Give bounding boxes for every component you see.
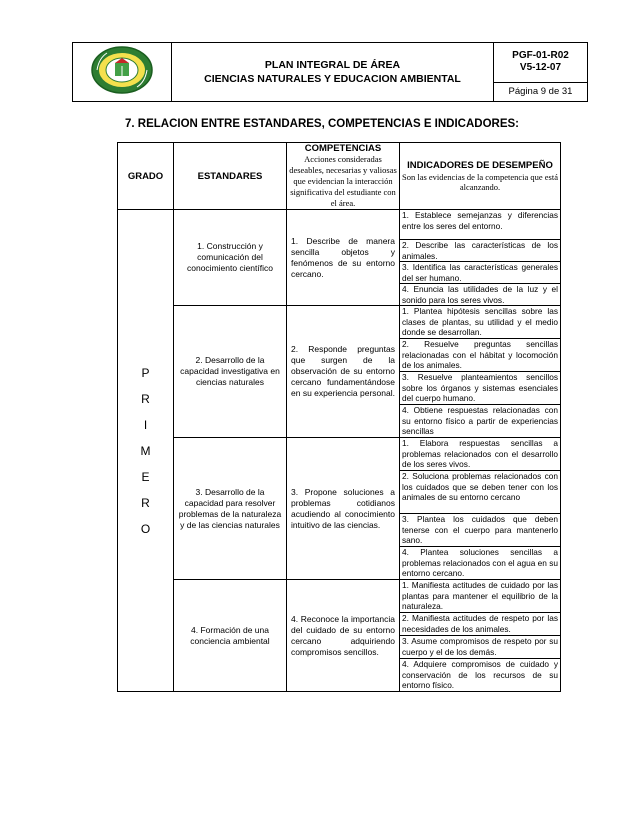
header-title-line2: CIENCIAS NATURALES Y EDUCACION AMBIENTAL	[204, 73, 461, 85]
school-logo-icon	[87, 44, 157, 96]
indicador-cell: 2. Manifiesta actitudes de respeto por las necesidades de los animales.	[400, 613, 561, 636]
indicador-cell: 3. Identifica las características generales del ser humano.	[400, 262, 561, 284]
document-code: PGF-01-R02	[512, 50, 569, 62]
header-competencias-subtitle: Acciones consideradas deseables, necesarias y valiosas que evidencian la interacción significativa del estudiante con el área.	[289, 154, 397, 208]
header-estandares: ESTANDARES	[174, 143, 287, 210]
grado-letter: M	[140, 443, 151, 458]
section-title: 7. RELACION ENTRE ESTANDARES, COMPETENCIAS E INDICADORES:	[125, 118, 520, 130]
grado-letter: I	[143, 417, 148, 432]
table-row	[118, 438, 561, 471]
header-competencias-title: COMPETENCIAS	[304, 143, 382, 154]
header-indicadores	[400, 143, 561, 210]
header-title-line1: PLAN INTEGRAL DE ÁREA	[264, 59, 401, 71]
grado-letter: O	[140, 521, 151, 536]
indicador-cell: 1. Elabora respuestas sencillas a problemas relacionados con el desarrollo de los seres vivos.	[400, 438, 561, 471]
competencia-cell: 3. Propone soluciones a problemas cotidianos acudiendo al conocimiento intuitivo de las ciencias.	[287, 438, 400, 580]
grado-letter: E	[141, 469, 150, 484]
indicador-cell: 2. Resuelve preguntas sencillas relacionadas con el hábitat y locomoción de los animales.	[400, 339, 561, 372]
estandar-cell: 4. Formación de una conciencia ambiental	[174, 580, 287, 692]
table-row	[118, 580, 561, 613]
document-version: V5-12-07	[519, 62, 562, 74]
estandar-cell: 2. Desarrollo de la capacidad investigativa en ciencias naturales	[174, 306, 287, 438]
competencia-cell: 2. Responde preguntas que surgen de la observación de su entorno cercano fundamentándose en su experiencia personal.	[287, 306, 400, 438]
indicador-cell: 3. Plantea los cuidados que deben tenerse con el cuerpo para mantenerlo sano.	[400, 514, 561, 547]
indicador-cell: 2. Describe las características de los animales.	[400, 240, 561, 262]
header-competencias	[287, 143, 400, 210]
competencia-cell: 1. Describe de manera sencilla objetos y fenómenos de su entorno cercano.	[287, 210, 400, 306]
competencia-cell: 4. Reconoce la importancia del cuidado de su entorno cercano adquiriendo compromisos sencillos.	[287, 580, 400, 692]
header-title	[172, 43, 494, 102]
indicador-cell: 1. Plantea hipótesis sencillas sobre las clases de plantas, su utilidad y el medio donde se desarrollan.	[400, 306, 561, 339]
logo-cell	[73, 43, 172, 102]
table-row	[118, 306, 561, 339]
table-header-row	[118, 143, 561, 210]
indicador-cell: 1. Establece semejanzas y diferencias entre los seres del entorno.	[400, 210, 561, 240]
table-row	[118, 210, 561, 240]
grado-letter: R	[141, 391, 150, 406]
document-code-cell	[494, 43, 588, 83]
indicador-cell: 3. Asume compromisos de respeto por su cuerpo y el de los demás.	[400, 636, 561, 659]
estandar-cell: 3. Desarrollo de la capacidad para resolver problemas de la naturaleza y de las ciencias naturales	[174, 438, 287, 580]
indicador-cell: 2. Soluciona problemas relacionados con los cuidados que se deben tener con los animales de su entorno cercano	[400, 471, 561, 514]
grado-letter: R	[141, 495, 150, 510]
indicador-cell: 4. Enuncia las utilidades de la luz y el sonido para los seres vivos.	[400, 284, 561, 306]
indicador-cell: 4. Plantea soluciones sencillas a problemas relacionados con el agua en su entorno cercano.	[400, 547, 561, 580]
page-number: Página 9 de 31	[494, 82, 588, 101]
grado-cell	[118, 210, 174, 692]
indicador-cell: 1. Manifiesta actitudes de cuidado por las plantas para mantener el equilibrio de la naturaleza.	[400, 580, 561, 613]
indicador-cell: 4. Adquiere compromisos de cuidado y conservación de los recursos de su entorno físico.	[400, 659, 561, 692]
grado-letter: P	[141, 365, 150, 380]
indicador-cell: 4. Obtiene respuestas relacionadas con su entorno físico a partir de experiencias sencillas	[400, 405, 561, 438]
header-grado: GRADO	[118, 143, 174, 210]
standards-table	[117, 142, 561, 692]
header-indicadores-title: INDICADORES DE DESEMPEÑO	[407, 160, 553, 171]
document-header	[72, 42, 588, 102]
estandar-cell: 1. Construcción y comunicación del conocimiento científico	[174, 210, 287, 306]
indicador-cell: 3. Resuelve planteamientos sencillos sobre los órganos y sistemas esenciales del cuerpo humano.	[400, 372, 561, 405]
header-indicadores-subtitle: Son las evidencias de la competencia que está alcanzando.	[401, 172, 558, 192]
